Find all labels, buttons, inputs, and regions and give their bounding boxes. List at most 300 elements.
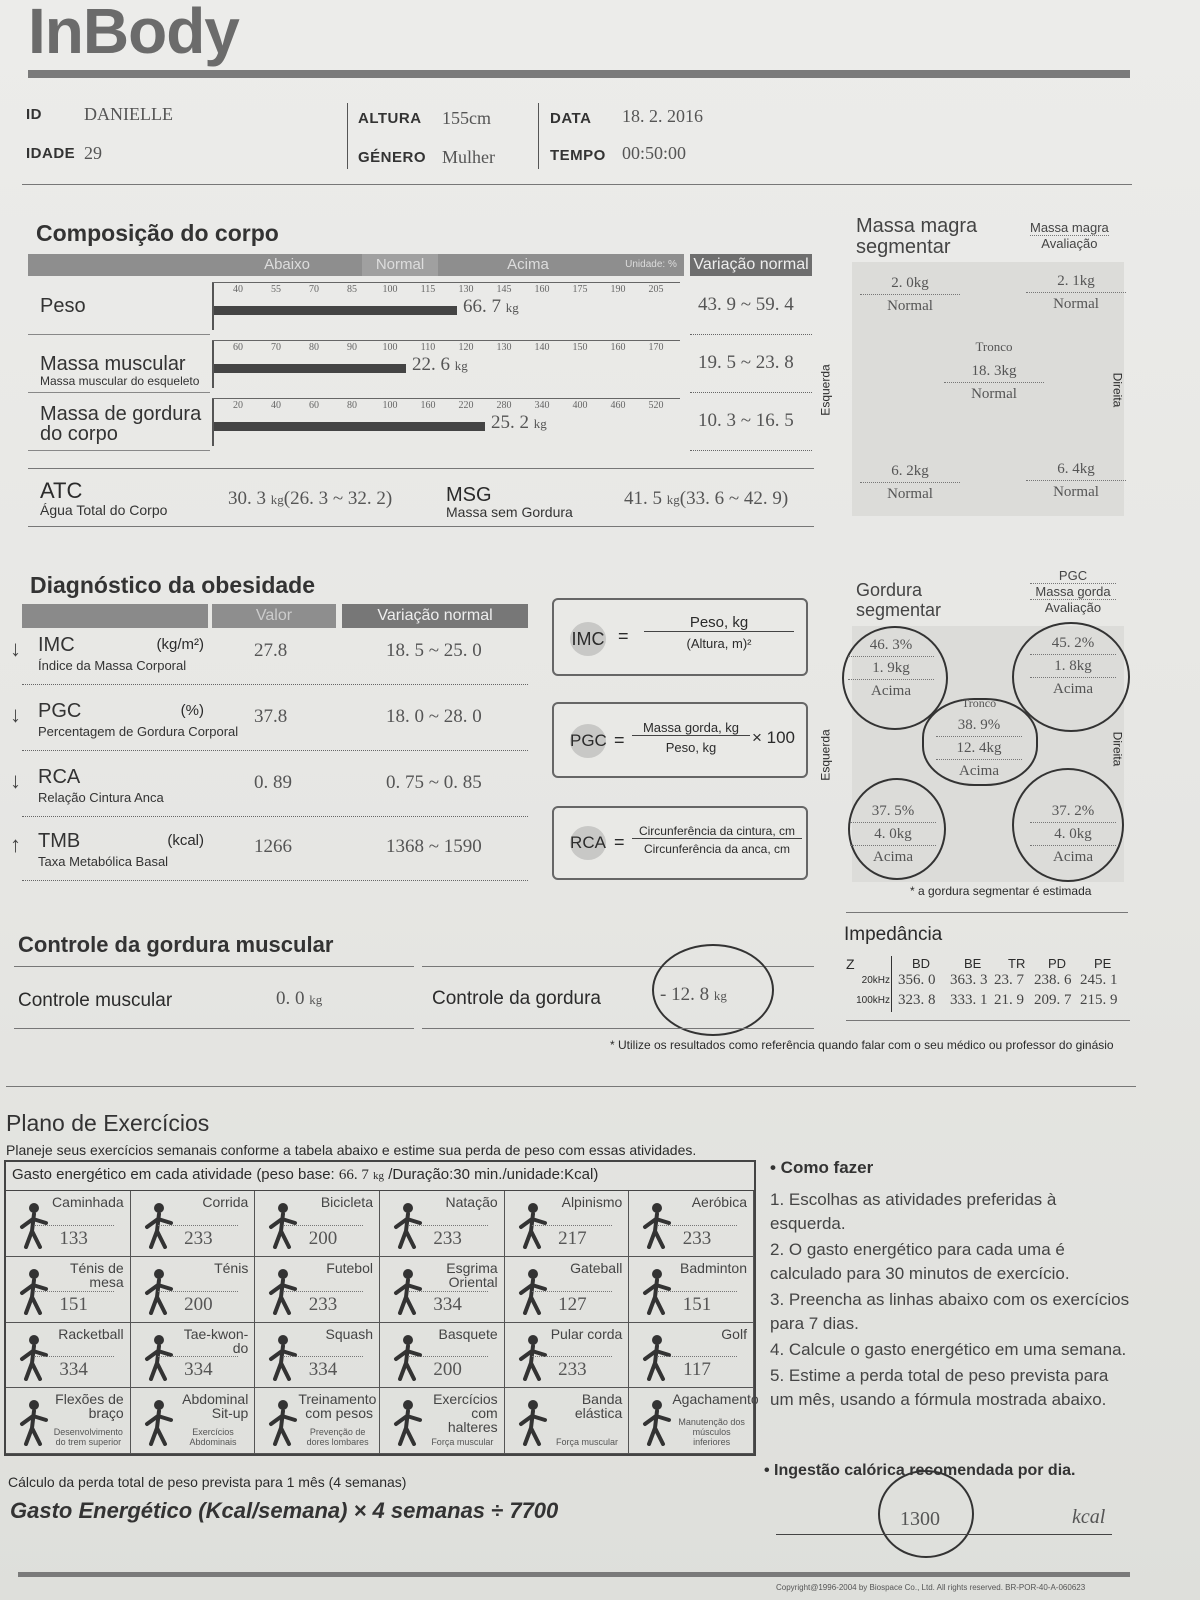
impedance-col-header: PD	[1048, 956, 1067, 971]
imc-formula-label: IMC	[570, 622, 606, 656]
imc-formula	[552, 598, 808, 676]
obesity-row-label: TMB	[38, 830, 81, 852]
exercise-kcal: 334	[283, 1356, 363, 1381]
impedance-value: 238. 6	[1034, 972, 1072, 988]
composition-tick-label: 80	[309, 342, 319, 353]
exercise-benefit: Força muscular	[555, 1437, 618, 1447]
composition-tick-label: 340	[534, 400, 550, 411]
exercise-base-weight-unit: kg	[373, 1170, 385, 1182]
atc-label: ATC	[40, 478, 83, 503]
exercise-cell	[629, 1257, 754, 1323]
obesity-header-range: Variação normal	[342, 604, 528, 628]
lean-right-arm-value: 2. 1kg	[1026, 270, 1126, 293]
exercise-name: Alpinismo	[561, 1194, 623, 1210]
composition-tick-label: 60	[309, 400, 319, 411]
exercise-cell	[380, 1323, 505, 1389]
obesity-row-range: 18. 0 ~ 28. 0	[386, 706, 482, 727]
msg-value: 41. 5 kg(33. 6 ~ 42. 9)	[624, 488, 789, 509]
exercise-cell	[131, 1388, 256, 1454]
fat-left-leg-pct: 37. 5%	[850, 800, 936, 823]
impedance-title: Impedância	[844, 924, 943, 945]
composition-row-ticks	[214, 284, 676, 296]
exercise-name: Caminhada	[52, 1194, 124, 1210]
lean-left-leg-value: 6. 2kg	[860, 460, 960, 483]
age-label: IDADE	[26, 145, 76, 162]
fat-trunk-eval: Acima	[959, 763, 999, 779]
obesity-row-value: 27.8	[254, 640, 288, 661]
lean-right-leg-eval: Normal	[1053, 484, 1099, 500]
exercise-name: Abdominal Sit-up	[182, 1391, 249, 1422]
exercise-cell	[629, 1388, 759, 1454]
imc-formula-den: (Altura, m)²	[686, 636, 752, 651]
lean-right-arm-eval: Normal	[1053, 296, 1099, 312]
composition-value-unit: kg	[505, 300, 519, 315]
exercise-cell	[629, 1191, 754, 1257]
composition-tick-label: 205	[648, 284, 664, 295]
atc-sub: Água Total do Corpo	[40, 502, 168, 518]
lean-left-arm	[860, 272, 960, 317]
obesity-row-value: 1266	[254, 836, 292, 857]
composition-value-number: 25. 2	[491, 412, 529, 433]
imc-formula-eq: =	[618, 626, 629, 646]
fat-right-leg	[1030, 800, 1116, 868]
exercise-name: Natação	[445, 1194, 498, 1210]
rca-formula-label: RCA	[570, 826, 606, 860]
date-value: 18. 2. 2016	[622, 106, 703, 126]
exercise-cell	[131, 1323, 256, 1389]
atc-value: 30. 3 kg(26. 3 ~ 32. 2)	[228, 488, 393, 509]
exercise-name: Exercícios com halteres	[433, 1391, 498, 1436]
impedance-value: 245. 1	[1080, 972, 1118, 988]
exercise-name: Ténis de mesa	[69, 1259, 124, 1290]
composition-tick-label: 100	[382, 400, 398, 411]
impedance-divider	[891, 956, 892, 1012]
howto-list	[770, 1188, 1130, 1414]
header-normal: Normal	[362, 254, 438, 276]
rca-formula	[552, 806, 808, 880]
obesity-row-label: PGC	[38, 700, 82, 722]
impedance-rule	[846, 1020, 1130, 1021]
composition-tick-label: 120	[458, 342, 474, 353]
composition-tick-label: 115	[420, 284, 436, 295]
composition-tick-label: 160	[420, 400, 436, 411]
exercise-kcal: 334	[34, 1356, 114, 1381]
exercise-kcal: 233	[283, 1291, 363, 1316]
composition-tick-label: 20	[233, 400, 243, 411]
howto-step: 4. Calcule o gasto energético em uma semana.	[770, 1340, 1127, 1359]
fat-left-arm-eval: Acima	[871, 683, 911, 699]
impedance-z: Z	[846, 956, 855, 972]
impedance-col-header: BD	[912, 956, 931, 971]
exercise-kcal: 217	[532, 1225, 612, 1250]
obesity-header-blank	[22, 604, 208, 628]
composition-tick-label: 130	[496, 342, 512, 353]
exercise-benefit: Força muscular	[431, 1437, 494, 1447]
composition-bar	[214, 306, 457, 315]
impedance-value: 323. 8	[898, 992, 936, 1008]
composition-tick-label: 160	[534, 284, 550, 295]
intake-value: 1300	[900, 1508, 940, 1530]
composition-tick-label: 40	[233, 284, 243, 295]
body-composition-header-bar	[28, 254, 684, 276]
lean-right-leg	[1026, 458, 1126, 503]
obesity-row-sublabel: Taxa Metabólica Basal	[38, 854, 169, 869]
exercise-name: Agachamento	[672, 1391, 759, 1408]
body-composition-rule	[28, 468, 814, 469]
fat-right-arm-eval: Acima	[1053, 681, 1093, 697]
fat-trunk-pct: 38. 9%	[936, 714, 1022, 737]
fat-left-side-label: Esquerda	[818, 729, 833, 781]
exercise-cell	[6, 1191, 131, 1257]
msg-sub: Massa sem Gordura	[446, 504, 573, 520]
exercise-kcal: 233	[408, 1225, 488, 1250]
rca-formula-num: Circunferência da cintura, cm	[632, 824, 802, 839]
obesity-row-rule	[22, 750, 528, 751]
composition-value	[463, 296, 519, 318]
howto-title: • Como fazer	[770, 1158, 874, 1177]
fat-left-arm	[848, 634, 934, 702]
composition-tick-label: 55	[271, 284, 281, 295]
howto-step: 2. O gasto energético para cada uma é calculado para 30 minutos de exercício.	[770, 1240, 1070, 1283]
arrow-up-icon: ↑	[10, 832, 21, 857]
impedance-value: 356. 0	[898, 972, 936, 988]
arrow-down-icon: ↓	[10, 636, 21, 661]
age-value: 29	[84, 143, 102, 163]
control-rule-left	[14, 966, 414, 967]
composition-row-label-main: Massa de gordura	[40, 403, 202, 425]
footer-rule	[18, 1572, 1130, 1577]
composition-tick-label: 220	[458, 400, 474, 411]
howto-step: 3. Preencha as linhas abaixo com os exercícios para 7 dias.	[770, 1290, 1130, 1333]
exercise-name: Tae-kwon-do	[183, 1325, 249, 1356]
composition-tick-label: 110	[420, 342, 436, 353]
composition-tick-label: 60	[233, 342, 243, 353]
exercise-cell	[255, 1191, 380, 1257]
imc-formula-num: Peso, kg	[644, 614, 794, 632]
lean-eval-legend	[1030, 220, 1109, 251]
exercise-name: Futebol	[326, 1259, 373, 1276]
copyright: Copyright@1996-2004 by Biospace Co., Ltd. All rights reserved. BR-POR-40-A-060623	[776, 1583, 1086, 1592]
exercise-grid	[6, 1191, 759, 1454]
composition-range-rule	[690, 392, 812, 393]
exercise-name: Corrida	[202, 1194, 249, 1210]
exercise-cell	[255, 1257, 380, 1323]
composition-tick-label: 80	[347, 400, 357, 411]
obesity-row-rule	[22, 880, 528, 881]
lean-left-side-label: Esquerda	[818, 364, 833, 416]
obesity-row-range: 18. 5 ~ 25. 0	[386, 640, 482, 661]
exercise-table-header-a: Gasto energético em cada atividade (peso base:	[12, 1166, 335, 1183]
impedance-value: 209. 7	[1034, 992, 1072, 1008]
impedance-value: 363. 3	[950, 972, 988, 988]
exercise-kcal: 117	[657, 1356, 737, 1381]
impedance-value: 333. 1	[950, 992, 988, 1008]
howto-step: 5. Estime a perda total de peso prevista para um mês, usando a fórmula mostrada abaixo.	[770, 1366, 1109, 1409]
exercise-benefit: Manutenção dos músculos inferiores	[678, 1417, 745, 1447]
exercise-kcal: 233	[657, 1225, 737, 1250]
composition-label-rule	[28, 334, 210, 335]
control-bottom-rule-right	[422, 1028, 814, 1029]
composition-tick-label: 145	[496, 284, 512, 295]
lean-left-leg	[860, 460, 960, 505]
exercise-table	[4, 1160, 759, 1456]
obesity-row-sublabel: Índice da Massa Corporal	[38, 658, 187, 673]
exercise-name: Golf	[721, 1325, 747, 1342]
exercise-kcal: 200	[283, 1225, 363, 1250]
exercise-kcal: 151	[34, 1291, 114, 1316]
lean-trunk-value: 18. 3kg	[944, 360, 1044, 383]
lean-eval-legend-1: Massa magra	[1030, 220, 1109, 235]
fat-segmental-title	[856, 580, 941, 620]
composition-row-top-rule	[212, 282, 680, 283]
lean-segmental-title-line2: segmentar	[856, 236, 951, 258]
composition-tick-label: 150	[572, 342, 588, 353]
exercise-cell	[131, 1191, 256, 1257]
composition-tick-label: 170	[648, 342, 664, 353]
obesity-row-unit: (kcal)	[167, 832, 204, 849]
exercise-name: Bicicleta	[320, 1194, 373, 1210]
fat-right-arm-pct: 45. 2%	[1030, 632, 1116, 655]
fat-control-value: - 12. 8 kg	[660, 984, 727, 1005]
section-rule	[6, 1086, 1136, 1087]
fat-segmental-title-line1: Gordura	[856, 580, 923, 600]
exercise-benefit: Desenvolvimento do trem superior	[53, 1427, 123, 1447]
control-title: Controle da gordura muscular	[18, 932, 334, 957]
impedance-value: 21. 9	[994, 992, 1024, 1008]
obesity-row-value: 0. 89	[254, 772, 292, 793]
obesity-title: Diagnóstico da obesidade	[30, 572, 315, 598]
exercise-kcal: 334	[158, 1356, 238, 1381]
exercise-cell	[505, 1257, 630, 1323]
pgc-formula	[552, 702, 808, 778]
obesity-row-rule	[22, 816, 528, 817]
obesity-row-rule	[22, 684, 528, 685]
inbody-logo: InBody	[28, 0, 239, 67]
fat-control-label: Controle da gordura	[432, 988, 601, 1009]
exercise-cell	[255, 1388, 380, 1454]
fat-left-leg-eval: Acima	[873, 849, 913, 865]
calc-label: Cálculo da perda total de peso prevista para 1 mês (4 semanas)	[8, 1474, 407, 1490]
header-rule	[28, 70, 1130, 78]
control-note: * Utilize os resultados como referência quando falar com o seu médico ou professor do ginásio	[610, 1038, 1114, 1052]
calc-formula: Gasto Energético (Kcal/semana) × 4 semanas ÷ 7700	[10, 1498, 559, 1523]
lean-left-arm-value: 2. 0kg	[860, 272, 960, 295]
composition-bar	[214, 422, 485, 431]
composition-value-number: 22. 6	[412, 354, 450, 375]
exercise-cell	[6, 1323, 131, 1389]
arrow-down-icon: ↓	[10, 702, 21, 727]
muscle-control-value: 0. 0 kg	[276, 988, 323, 1009]
composition-label-rule	[28, 450, 210, 451]
exercise-table-header	[12, 1166, 598, 1184]
msg-label: MSG	[446, 484, 492, 506]
fat-right-side-label: Direita	[1110, 731, 1125, 767]
fat-trunk-kg: 12. 4kg	[936, 737, 1022, 760]
impedance-col-header: BE	[964, 956, 982, 971]
exercise-name: Flexões de braço	[55, 1391, 124, 1422]
exercise-cell	[380, 1257, 505, 1323]
exercise-kcal: 151	[657, 1291, 737, 1316]
fat-eval-legend-0: PGC	[1030, 568, 1116, 584]
composition-row-sublabel: Massa muscular do esqueleto	[40, 374, 200, 388]
time-value: 00:50:00	[622, 143, 687, 163]
lean-left-arm-eval: Normal	[887, 298, 933, 314]
height-value: 155cm	[442, 108, 491, 128]
lean-segmental-title	[856, 216, 977, 258]
composition-tick-label: 190	[610, 284, 626, 295]
exercise-cell	[131, 1257, 256, 1323]
composition-tick-label: 40	[271, 400, 281, 411]
composition-tick-label: 100	[382, 342, 398, 353]
obesity-row-range: 0. 75 ~ 0. 85	[386, 772, 482, 793]
atc-msg-rule	[28, 526, 814, 527]
exercise-name: Racketball	[58, 1325, 124, 1342]
lean-trunk-label: Tronco	[975, 339, 1013, 354]
exercise-name: Squash	[325, 1325, 373, 1342]
obesity-row-sublabel: Relação Cintura Anca	[38, 790, 164, 805]
exercise-name: Ténis	[214, 1259, 249, 1276]
pgc-formula-mult: × 100	[752, 728, 796, 747]
fat-trunk-label: Tronco	[961, 696, 997, 710]
obesity-row-sublabel: Percentagem de Gordura Corporal	[38, 724, 239, 739]
exercise-kcal: 233	[532, 1356, 612, 1381]
composition-row-label-2: do corpo	[40, 423, 118, 445]
composition-value	[491, 412, 547, 434]
exercise-name: Basquete	[438, 1325, 498, 1342]
fat-left-arm-pct: 46. 3%	[848, 634, 934, 657]
composition-row-top-rule	[212, 340, 680, 341]
obesity-row-unit: (kg/m²)	[156, 636, 204, 653]
exercise-table-header-b: /Duração:30 min./unidade:Kcal)	[388, 1166, 599, 1183]
height-label: ALTURA	[358, 110, 422, 127]
pgc-formula-eq: =	[614, 730, 625, 750]
exercise-benefit: Prevenção de dores lombares	[306, 1427, 369, 1447]
lean-right-side-label: Direita	[1110, 372, 1125, 408]
exercise-kcal: 233	[158, 1225, 238, 1250]
rca-formula-eq: =	[614, 832, 625, 852]
composition-tick-label: 280	[496, 400, 512, 411]
exercise-title: Plano de Exercícios	[6, 1110, 210, 1136]
composition-tick-label: 100	[382, 284, 398, 295]
lean-trunk	[944, 360, 1044, 405]
header-divider	[347, 103, 348, 169]
lean-right-arm	[1026, 270, 1126, 315]
fat-eval-legend-2: Avaliação	[1044, 600, 1102, 615]
body-composition-title: Composição do corpo	[36, 220, 279, 246]
exercise-cell	[380, 1191, 505, 1257]
composition-row-label-main: Massa muscular	[40, 353, 186, 375]
lean-segmental-title-line1: Massa magra	[856, 215, 978, 237]
exercise-kcal: 200	[408, 1356, 488, 1381]
fat-left-leg	[850, 800, 936, 868]
composition-tick-label: 400	[572, 400, 588, 411]
exercise-cell	[505, 1323, 630, 1389]
composition-row-top-rule	[212, 398, 680, 399]
exercise-cell	[505, 1191, 630, 1257]
exercise-name: Aeróbica	[691, 1194, 747, 1210]
obesity-row-label: RCA	[38, 766, 81, 788]
fat-control-circle	[652, 944, 774, 1036]
impedance-col-header: PE	[1094, 956, 1112, 971]
gender-value: Mulher	[442, 147, 495, 167]
exercise-cell	[505, 1388, 630, 1454]
date-label: DATA	[550, 110, 592, 127]
composition-value-unit: kg	[533, 416, 547, 431]
composition-tick-label: 175	[572, 284, 588, 295]
composition-range-rule	[690, 450, 812, 451]
composition-normal-range: 10. 3 ~ 16. 5	[698, 410, 794, 431]
fat-eval-legend-1: Massa gorda	[1030, 584, 1116, 600]
exercise-benefit: Exercícios Abdominais	[189, 1427, 237, 1447]
header-above: Acima	[507, 256, 549, 273]
fat-left-leg-kg: 4. 0kg	[850, 823, 936, 846]
composition-row-ticks	[214, 342, 676, 354]
lean-left-leg-eval: Normal	[887, 486, 933, 502]
impedance-value: 23. 7	[994, 972, 1024, 988]
composition-tick-label: 160	[610, 342, 626, 353]
exercise-name: Banda elástica	[574, 1391, 623, 1422]
header-bottom-rule	[22, 184, 1132, 185]
exercise-name: Badminton	[680, 1259, 747, 1276]
obesity-row-value: 37.8	[254, 706, 288, 727]
id-label: ID	[26, 106, 42, 123]
fat-segmental-title-line2: segmentar	[856, 600, 942, 620]
composition-value-unit: kg	[454, 358, 468, 373]
exercise-cell	[380, 1388, 505, 1454]
obesity-row-unit: (%)	[180, 702, 204, 719]
header-normal-range: Variação normal	[690, 254, 812, 276]
fat-right-leg-pct: 37. 2%	[1030, 800, 1116, 823]
composition-tick-label: 70	[309, 284, 319, 295]
exercise-kcal: 127	[532, 1291, 612, 1316]
composition-tick-label: 85	[347, 284, 357, 295]
impedance-frequency: 20kHz	[861, 975, 890, 986]
composition-normal-range: 19. 5 ~ 23. 8	[698, 352, 794, 373]
impedance-col-header: TR	[1008, 956, 1026, 971]
exercise-name: Gateball	[570, 1259, 623, 1276]
composition-tick-label: 520	[648, 400, 664, 411]
muscle-control-label: Controle muscular	[18, 990, 173, 1011]
exercise-name: Pular corda	[550, 1325, 623, 1342]
composition-tick-label: 460	[610, 400, 626, 411]
composition-value	[412, 354, 468, 376]
fat-left-arm-kg: 1. 9kg	[848, 657, 934, 680]
impedance-value: 215. 9	[1080, 992, 1118, 1008]
id-value: DANIELLE	[84, 104, 173, 124]
exercise-kcal: 200	[158, 1291, 238, 1316]
arrow-down-icon: ↓	[10, 768, 21, 793]
fat-segmental-note: * a gordura segmentar é estimada	[910, 884, 1092, 898]
composition-bar	[214, 364, 406, 373]
exercise-cell	[6, 1388, 131, 1454]
exercise-cell	[6, 1257, 131, 1323]
composition-row-label	[40, 354, 199, 388]
intake-title: • Ingestão calórica recomendada por dia.	[764, 1462, 1076, 1479]
composition-range-rule	[690, 334, 812, 335]
obesity-row-range: 1368 ~ 1590	[386, 836, 482, 857]
control-bottom-rule-left	[14, 1028, 414, 1029]
composition-row-ticks	[214, 400, 676, 412]
exercise-base-weight: 66. 7	[338, 1167, 369, 1183]
composition-row-label	[40, 404, 201, 444]
howto-step: 1. Escolhas as atividades preferidas à esquerda.	[770, 1190, 1057, 1233]
exercise-cell	[255, 1323, 380, 1389]
exercise-subtitle: Planeje seus exercícios semanais conforme a tabela abaixo e estime sua perda de peso com essas atividades.	[6, 1142, 697, 1158]
header-below: Abaixo	[264, 256, 310, 273]
pgc-formula-num: Massa gorda, kg	[632, 720, 750, 736]
header-units: Unidade: %	[625, 259, 677, 270]
composition-tick-label: 130	[458, 284, 474, 295]
